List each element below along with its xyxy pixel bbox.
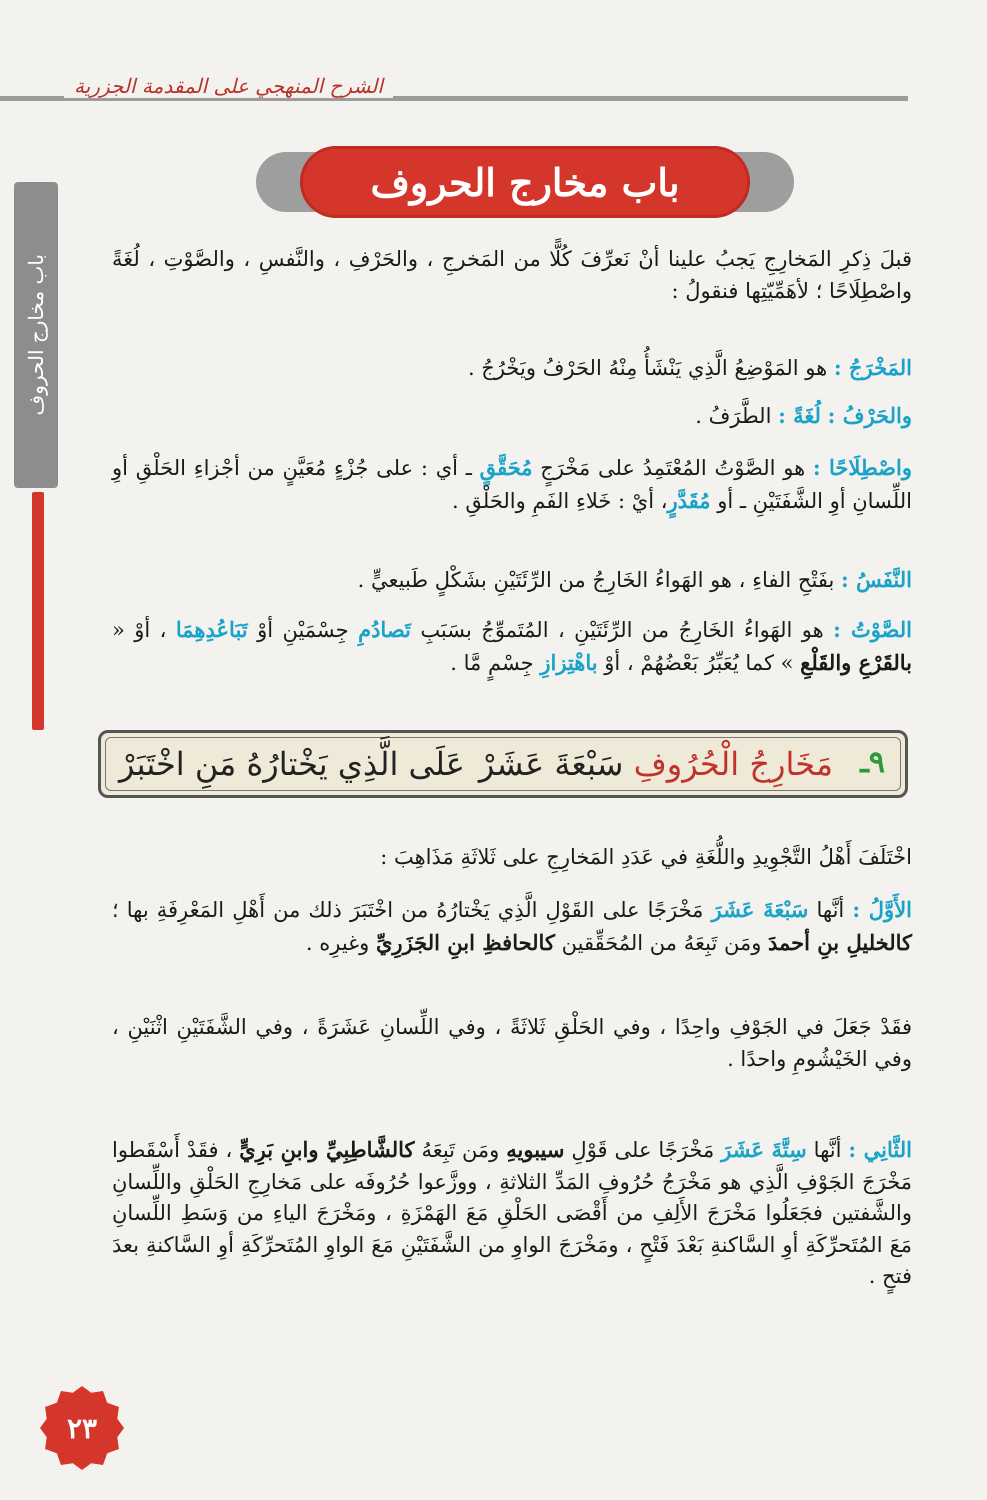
highlight-word: مُحَقَّقٍ [479, 455, 533, 480]
body-term: الثَّانِي : [848, 1137, 912, 1162]
body-text: وغيرِه . [305, 930, 376, 955]
bold-phrase: كالحافظِ ابنِ الجَزَرِيِّ [375, 929, 555, 955]
body-text: ، فقَدْ أَسْقَطوا مَخْرَجَ الجَوْفِ الَّذِي هو مَخْرَجُ حُرُوفِ المَدِّ الثلاثةِ ، ووزَّعوا حُرُوفَه على مَخارِجِ الحَلْقِ واللِّسانِ والشَّفتين فجَعَلُوا مَخْرَجَ الأَلِفِ من أَقْصَى الحَلْقِ مَعَ الهَمْزَةِ ، ومَخْرَجَ الياءِ من وَسَطِ اللِّسانِ مَعَ المُتَحرِّكَةِ أوِ السَّاكنةِ بَعْدَ فَتْحٍ ، ومَخْرَجَ الواوِ من الشَّفَتَيْنِ مَعَ الواوِ المُتَحرِّكَةِ أوِ السَّاكنةِ بعدَ فتحٍ . [112, 1138, 912, 1288]
definition-harf [112, 400, 912, 433]
body-intro [112, 842, 912, 874]
definition-sawt [112, 614, 912, 679]
side-progress-bar [32, 492, 44, 730]
highlight-word: باهْتِزازِ [540, 649, 598, 675]
running-head-text: الشرح المنهجي على المقدمة الجزرية [64, 74, 393, 98]
bold-phrase: بالقَرْعِ والقَلْعِ [800, 649, 912, 675]
definition-term: الصَّوْتُ : [833, 617, 912, 642]
highlight-word: سَبْعَةَ عَشَرَ [711, 897, 809, 922]
body-text: مَخْرَجًا على القَوْلِ الَّذِي يَخْتارُهُ من اخْتَبَرَ ذلك من أَهْلِ المَعْرِفَةِ بها ؛ [112, 898, 712, 922]
body-text: مَخْرَجًا على قَوْلِ [564, 1138, 722, 1162]
definition-text: ، أوْ « [112, 618, 176, 642]
body-text: ومَن تَبِعَهُ [414, 1138, 507, 1162]
body-text: ومَن تَبِعَهُ من المُحَقِّقين [554, 930, 769, 955]
body-text: اخْتَلَفَ أَهْلُ التَّجْوِيدِ واللُّغَةِ في عَدَدِ المَخارِجِ على ثَلاثَةِ مَذَاهِبَ : [380, 845, 912, 869]
verse-red-words: مَخَارِجُ الْحُرُوفِ [633, 745, 833, 783]
definition-text: » كما يُعَبِّرُ بَعْضُهُمْ ، أوْ [597, 650, 801, 675]
body-term: الأَوَّلُ : [852, 897, 913, 922]
bold-phrase: كالخليلِ بنِ أحمدَ [768, 929, 912, 955]
body-text: أنَّها [808, 898, 853, 922]
definition-text: هو الصَّوْتُ المُعْتَمِدُ على مَخْرَجٍ [532, 456, 813, 480]
verse-number: ٩ـ [860, 745, 885, 780]
highlight-word: تَصادُمِ [358, 617, 411, 642]
definition-istilahan [112, 452, 912, 517]
definition-term: المَخْرَجُ : [833, 355, 912, 380]
chapter-title: باب مخارج الحروف [370, 159, 680, 205]
page-number: ٢٣ [66, 1411, 98, 1445]
definition-text: الطَّرَفُ . [695, 404, 779, 428]
highlight-word: مُقَدَّرٍ [667, 487, 711, 513]
definition-text: جِسْمٍ مَّا . [450, 650, 541, 675]
body-text: فقَدْ جَعَلَ في الجَوْفِ واحِدًا ، وفي الحَلْقِ ثَلاثَةً ، وفي اللِّسانِ عَشَرَةً ، وفي الشَّفَتَيْنِ اثْنَيْنِ ، وفي الخَيْشُومِ واحدًا . [112, 1015, 912, 1071]
body-first-details [112, 1012, 912, 1075]
definition-text: هو المَوْضِعُ الَّذِي يَنْشَأُ مِنْهُ الحَرْفُ ويَخْرُجُ . [467, 356, 834, 380]
definition-nafas [112, 564, 912, 597]
body-text: أنَّها [806, 1138, 849, 1162]
highlight-word: تَبَاعُدِهِمَا [175, 617, 248, 642]
definition-text: هو الهَواءُ الخَارِجُ من الرِّئَتَيْنِ ، المُتَموِّجُ بسَبَبِ [410, 618, 834, 642]
side-tab [14, 182, 58, 488]
definition-text: بفَتْحِ الفاءِ ، هو الهَواءُ الخَارِجُ من الرِّئَتَيْنِ بشَكْلٍ طَبيعيٍّ . [357, 568, 841, 592]
highlight-word: سِتَّةَ عَشَرَ [721, 1137, 807, 1162]
intro-paragraph [112, 244, 912, 307]
definition-text: ـ أي : على جُزْءٍ مُعَيَّنٍ من أجْزاءِ الحَلْقِ أوِ اللِّسانِ أوِ الشَّفَتَيْنِ ـ أو [112, 456, 912, 513]
chapter-banner-pill [300, 146, 750, 218]
verse-second-half: عَلَى الَّذِي يَخْتارُهُ مَنِ اخْتَبَرْ [119, 745, 465, 783]
body-second-school [112, 1134, 912, 1293]
definition-term: والحَرْفُ : [827, 403, 912, 428]
definition-term: النَّفَسُ : [840, 567, 912, 592]
bold-phrase: سيبويهِ [506, 1137, 565, 1162]
side-tab-label: باب مخارج الحروف [24, 254, 48, 416]
page-number-badge [40, 1386, 124, 1470]
definition-term: واصْطِلَاحًا : [812, 455, 912, 480]
running-head [0, 68, 908, 108]
verse-box [98, 730, 908, 798]
body-first-school [112, 894, 912, 959]
verse-first-rest: سَبْعَةَ عَشَرْ [478, 745, 634, 783]
definition-text: ، أيْ : خَلاءِ الفَمِ والحَلْقِ . [452, 488, 668, 513]
definition-spacer [821, 404, 828, 428]
verse-first-half [479, 745, 833, 783]
definition-text: جِسْمَيْنِ أوْ [247, 618, 359, 642]
bold-phrase: كالشَّاطِبِيِّ وابنِ بَرِيٍّ [239, 1137, 415, 1162]
intro-text: قبلَ ذِكرِ المَخارِجِ يَجبُ علينا أنْ نَعرِّفَ كُلًّا من المَخرجِ ، والحَرْفِ ، والنَّفسِ ، والصَّوْتِ ، لُغَةً واصْطِلَاحًا ؛ لأهَمِّيّتِها فنقولُ : [112, 247, 912, 303]
definition-makhraj [112, 352, 912, 385]
chapter-title-banner [300, 146, 750, 218]
definition-subterm: لُغَةً : [778, 403, 821, 428]
